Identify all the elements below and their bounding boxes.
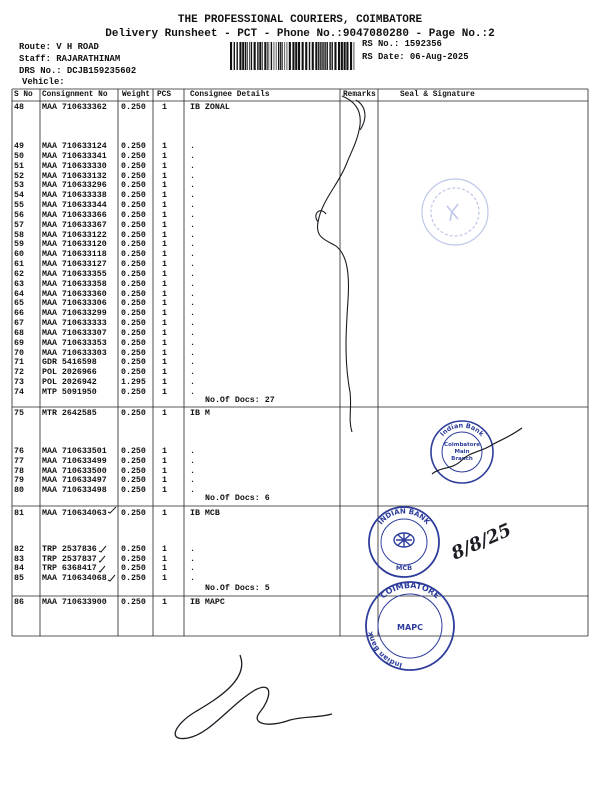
- weight-cell: 0.250: [121, 191, 146, 201]
- serial-number-cell: 63: [14, 279, 24, 289]
- serial-number-cell: 84: [14, 564, 24, 574]
- serial-number-cell: 72: [14, 368, 24, 378]
- consignment-number-cell: MAA 710633366: [42, 210, 107, 220]
- weight-cell: 0.250: [121, 171, 146, 181]
- consignee-details-cell: .: [190, 545, 195, 554]
- pieces-cell: 1: [162, 220, 167, 230]
- table-row: [0, 388, 340, 398]
- consignment-number-cell: MAA 710633118: [42, 250, 107, 260]
- pieces-cell: 1: [162, 230, 167, 240]
- table-row: [0, 221, 340, 231]
- pieces-cell: 1: [162, 486, 167, 495]
- table-row: [0, 545, 340, 555]
- consignment-number-cell: MAA 710633355: [42, 269, 107, 279]
- consignment-number-cell: MAA 710633497: [42, 476, 107, 486]
- pieces-cell: 1: [162, 171, 167, 181]
- stamp-center-text: Main: [454, 449, 470, 455]
- serial-number-cell: 57: [14, 220, 24, 230]
- consignment-number-cell: MAA 710633499: [42, 456, 107, 466]
- stamp-ring-text: COIMBATORE: [378, 580, 442, 601]
- serial-number-cell: 54: [14, 191, 24, 201]
- serial-number-cell: 50: [14, 151, 24, 161]
- weight-cell: 0.250: [121, 466, 146, 476]
- consignee-details-cell: .: [190, 142, 195, 151]
- pieces-cell: 1: [162, 598, 167, 607]
- consignee-details-cell: .: [190, 328, 195, 338]
- pieces-cell: 1: [162, 456, 167, 466]
- weight-cell: 0.250: [121, 509, 146, 518]
- consignee-details-cell: .: [190, 466, 195, 476]
- serial-number-cell: 48: [14, 103, 24, 112]
- table-row: [0, 211, 340, 221]
- group-lead-row: [0, 409, 340, 419]
- consignment-number-cell: MAA 710633500: [42, 466, 107, 476]
- pieces-cell: 1: [162, 564, 167, 574]
- serial-number-cell: 83: [14, 554, 24, 564]
- pieces-cell: 1: [162, 250, 167, 260]
- pieces-cell: 1: [162, 309, 167, 319]
- table-row: [0, 299, 340, 309]
- consignee-details-cell: IB MAPC: [190, 598, 225, 607]
- weight-cell: 0.250: [121, 348, 146, 358]
- serial-number-cell: 85: [14, 574, 24, 584]
- serial-number-cell: 61: [14, 260, 24, 270]
- serial-number-cell: 76: [14, 447, 24, 456]
- consignee-details-cell: .: [190, 260, 195, 270]
- consignment-number-cell: MAA 710633307: [42, 328, 107, 338]
- consignee-details-cell: .: [190, 564, 195, 574]
- table-row: [0, 191, 340, 201]
- pieces-cell: 1: [162, 545, 167, 554]
- pieces-cell: 1: [162, 142, 167, 151]
- serial-number-cell: 67: [14, 319, 24, 329]
- consignee-details-cell: .: [190, 554, 195, 564]
- stamp-center-text: Branch: [451, 456, 473, 462]
- column-header-consignment: Consignment No: [42, 91, 108, 99]
- column-header-remarks: Remarks: [343, 91, 376, 99]
- pieces-cell: 1: [162, 409, 167, 418]
- docs-count: No.Of Docs: 27: [205, 396, 275, 405]
- consignee-details-cell: .: [190, 348, 195, 358]
- weight-cell: 1.295: [121, 378, 146, 388]
- serial-number-cell: 52: [14, 171, 24, 181]
- table-row: [0, 574, 340, 584]
- consignee-details-cell: .: [190, 181, 195, 191]
- weight-cell: 0.250: [121, 388, 146, 397]
- serial-number-cell: 58: [14, 230, 24, 240]
- consignment-number-cell: MAA 710634063: [42, 509, 107, 518]
- consignment-number-cell: GDR 5416598: [42, 358, 97, 368]
- consignee-details-cell: .: [190, 456, 195, 466]
- consignee-details-cell: .: [190, 338, 195, 348]
- stamp-ring-text: INDIAN BANK: [376, 507, 432, 527]
- consignee-details-cell: .: [190, 358, 195, 368]
- consignment-number-cell: MAA 710633501: [42, 447, 107, 456]
- weight-cell: 0.250: [121, 456, 146, 466]
- consignment-number-cell: MAA 710633338: [42, 191, 107, 201]
- consignee-details-cell: .: [190, 230, 195, 240]
- pieces-cell: 1: [162, 161, 167, 171]
- consignment-number-cell: POL 2026942: [42, 378, 97, 388]
- table-row: [0, 378, 340, 388]
- consignee-details-cell: IB MCB: [190, 509, 220, 518]
- weight-cell: 0.250: [121, 161, 146, 171]
- table-row: [0, 329, 340, 339]
- consignee-details-cell: .: [190, 574, 195, 584]
- stamp-branch-code: MCB: [395, 564, 413, 572]
- consignment-number-cell: MAA 710633358: [42, 279, 107, 289]
- pieces-cell: 1: [162, 509, 167, 518]
- serial-number-cell: 73: [14, 378, 24, 388]
- pieces-cell: 1: [162, 338, 167, 348]
- consignment-number-cell: TRP 2537837: [42, 554, 97, 564]
- table-row: [0, 142, 340, 152]
- pieces-cell: 1: [162, 151, 167, 161]
- table-row: [0, 152, 340, 162]
- consignment-number-cell: MAA 710633127: [42, 260, 107, 270]
- consignment-number-cell: MAA 710633498: [42, 486, 107, 495]
- table-row: [0, 309, 340, 319]
- consignment-number-cell: MAA 710633303: [42, 348, 107, 358]
- weight-cell: 0.250: [121, 279, 146, 289]
- serial-number-cell: 62: [14, 269, 24, 279]
- table-row: [0, 280, 340, 290]
- serial-number-cell: 81: [14, 509, 24, 518]
- serial-number-cell: 78: [14, 466, 24, 476]
- staff-label: Staff: RAJARATHINAM: [19, 54, 121, 64]
- pieces-cell: 1: [162, 447, 167, 456]
- table-row: [0, 319, 340, 329]
- weight-cell: 0.250: [121, 476, 146, 486]
- serial-number-cell: 70: [14, 348, 24, 358]
- consignee-details-cell: .: [190, 269, 195, 279]
- pieces-cell: 1: [162, 240, 167, 250]
- consignee-details-cell: .: [190, 191, 195, 201]
- serial-number-cell: 60: [14, 250, 24, 260]
- consignment-number-cell: MAA 710633122: [42, 230, 107, 240]
- pieces-cell: 1: [162, 388, 167, 397]
- pieces-cell: 1: [162, 348, 167, 358]
- pieces-cell: 1: [162, 289, 167, 299]
- consignee-details-cell: .: [190, 368, 195, 378]
- runsheet-subtitle: Delivery Runsheet - PCT - Phone No.:9047080280 - Page No.:2: [105, 28, 495, 40]
- consignee-details-cell: .: [190, 447, 195, 456]
- weight-cell: 0.250: [121, 447, 146, 456]
- consignment-number-cell: MAA 710633900: [42, 598, 107, 607]
- weight-cell: 0.250: [121, 368, 146, 378]
- rs-date: RS Date: 06-Aug-2025: [362, 52, 469, 62]
- serial-number-cell: 77: [14, 456, 24, 466]
- table-row: [0, 240, 340, 250]
- consignee-details-cell: .: [190, 171, 195, 181]
- consignment-number-cell: MAA 710633360: [42, 289, 107, 299]
- serial-number-cell: 74: [14, 388, 24, 397]
- weight-cell: 0.250: [121, 210, 146, 220]
- docs-count: No.Of Docs: 6: [205, 494, 270, 503]
- serial-number-cell: 66: [14, 309, 24, 319]
- consignee-details-cell: .: [190, 250, 195, 260]
- pieces-cell: 1: [162, 279, 167, 289]
- weight-cell: 0.250: [121, 201, 146, 211]
- pieces-cell: 1: [162, 103, 167, 112]
- weight-cell: 0.250: [121, 564, 146, 574]
- serial-number-cell: 55: [14, 201, 24, 211]
- stamp-side-text: Indian Bank: [366, 630, 403, 670]
- weight-cell: 0.250: [121, 260, 146, 270]
- consignee-details-cell: .: [190, 378, 195, 388]
- weight-cell: 0.250: [121, 289, 146, 299]
- weight-cell: 0.250: [121, 358, 146, 368]
- weight-cell: 0.250: [121, 240, 146, 250]
- consignment-number-cell: POL 2026966: [42, 368, 97, 378]
- weight-cell: 0.250: [121, 299, 146, 309]
- consignment-number-cell: MAA 710633353: [42, 338, 107, 348]
- weight-cell: 0.250: [121, 309, 146, 319]
- vehicle-label: Vehicle:: [22, 77, 65, 87]
- stamp-center-text: Coimbatore: [444, 442, 480, 448]
- consignee-details-cell: .: [190, 161, 195, 171]
- serial-number-cell: 64: [14, 289, 24, 299]
- serial-number-cell: 86: [14, 598, 24, 607]
- consignee-details-cell: .: [190, 309, 195, 319]
- pieces-cell: 1: [162, 210, 167, 220]
- stamp-center-text: MAPC: [397, 623, 423, 632]
- table-row: [0, 555, 340, 565]
- consignment-number-cell: MAA 710633299: [42, 309, 107, 319]
- pieces-cell: 1: [162, 574, 167, 584]
- consignee-details-cell: .: [190, 486, 195, 495]
- table-row: [0, 260, 340, 270]
- weight-cell: 0.250: [121, 269, 146, 279]
- consignee-details-cell: .: [190, 210, 195, 220]
- consignment-number-cell: MTP 5091950: [42, 388, 97, 397]
- handwritten-date: 8/8/25: [448, 519, 515, 565]
- consignment-number-cell: MAA 710633344: [42, 201, 107, 211]
- stamp-ring-text: Indian Bank: [438, 421, 486, 438]
- pieces-cell: 1: [162, 299, 167, 309]
- serial-number-cell: 69: [14, 338, 24, 348]
- weight-cell: 0.250: [121, 545, 146, 554]
- pieces-cell: 1: [162, 368, 167, 378]
- table-row: [0, 162, 340, 172]
- table-row: [0, 201, 340, 211]
- consignment-number-cell: MAA 710633341: [42, 151, 107, 161]
- consignee-details-cell: IB ZONAL: [190, 103, 230, 112]
- pieces-cell: 1: [162, 269, 167, 279]
- consignee-details-cell: .: [190, 279, 195, 289]
- consignment-number-cell: MAA 710633296: [42, 181, 107, 191]
- serial-number-cell: 80: [14, 486, 24, 495]
- consignment-number-cell: MAA 710633333: [42, 319, 107, 329]
- table-row: [0, 250, 340, 260]
- pieces-cell: 1: [162, 181, 167, 191]
- pieces-cell: 1: [162, 191, 167, 201]
- consignment-number-cell: TRP 6368417: [42, 564, 97, 574]
- column-header-consignee-details: Consignee Details: [190, 91, 270, 99]
- weight-cell: 0.250: [121, 142, 146, 151]
- table-row: [0, 181, 340, 191]
- consignee-details-cell: .: [190, 201, 195, 211]
- consignee-details-cell: .: [190, 299, 195, 309]
- consignment-number-cell: MAA 710633120: [42, 240, 107, 250]
- serial-number-cell: 49: [14, 142, 24, 151]
- consignment-number-cell: MAA 710633132: [42, 171, 107, 181]
- serial-number-cell: 75: [14, 409, 24, 418]
- consignee-details-cell: .: [190, 388, 195, 397]
- serial-number-cell: 82: [14, 545, 24, 554]
- pieces-cell: 1: [162, 476, 167, 486]
- weight-cell: 0.250: [121, 598, 146, 607]
- consignee-details-cell: .: [190, 289, 195, 299]
- consignment-number-cell: MTR 2642585: [42, 409, 97, 418]
- pieces-cell: 1: [162, 378, 167, 388]
- weight-cell: 0.250: [121, 319, 146, 329]
- weight-cell: 0.250: [121, 103, 146, 112]
- serial-number-cell: 79: [14, 476, 24, 486]
- table-row: [0, 476, 340, 486]
- consignment-number-cell: MAA 710633362: [42, 103, 107, 112]
- pieces-cell: 1: [162, 554, 167, 564]
- rs-number: RS No.: 1592356: [362, 39, 442, 49]
- serial-number-cell: 71: [14, 358, 24, 368]
- consignee-details-cell: .: [190, 240, 195, 250]
- weight-cell: 0.250: [121, 250, 146, 260]
- serial-number-cell: 53: [14, 181, 24, 191]
- pieces-cell: 1: [162, 201, 167, 211]
- table-row: [0, 467, 340, 477]
- serial-number-cell: 56: [14, 210, 24, 220]
- column-header-sno: S No: [14, 91, 33, 99]
- consignee-details-cell: .: [190, 319, 195, 329]
- consignment-number-cell: MAA 710633367: [42, 220, 107, 230]
- consignment-number-cell: TRP 2537836: [42, 545, 97, 554]
- serial-number-cell: 68: [14, 328, 24, 338]
- pieces-cell: 1: [162, 260, 167, 270]
- table-row: [0, 172, 340, 182]
- consignment-number-cell: MAA 710634068: [42, 574, 107, 584]
- column-header-weight: Weight: [122, 91, 151, 99]
- weight-cell: 0.250: [121, 220, 146, 230]
- table-row: [0, 486, 340, 496]
- consignment-number-cell: MAA 710633330: [42, 161, 107, 171]
- docs-count: No.Of Docs: 5: [205, 584, 270, 593]
- group-lead-row: [0, 509, 340, 519]
- weight-cell: 0.250: [121, 409, 146, 418]
- pieces-cell: 1: [162, 319, 167, 329]
- consignment-number-cell: MAA 710633306: [42, 299, 107, 309]
- table-row: [0, 447, 340, 457]
- table-row: [0, 339, 340, 349]
- weight-cell: 0.250: [121, 338, 146, 348]
- consignment-number-cell: MAA 710633124: [42, 142, 107, 151]
- weight-cell: 0.250: [121, 574, 146, 584]
- table-row: [0, 349, 340, 359]
- column-header-seal-signature: Seal & Signature: [400, 91, 475, 99]
- group-lead-row: [0, 598, 340, 608]
- pieces-cell: 1: [162, 466, 167, 476]
- pieces-cell: 1: [162, 328, 167, 338]
- table-row: [0, 231, 340, 241]
- serial-number-cell: 65: [14, 299, 24, 309]
- consignee-details-cell: .: [190, 151, 195, 161]
- table-row: [0, 270, 340, 280]
- consignee-details-cell: .: [190, 476, 195, 486]
- drs-number: DRS No.: DCJB159235602: [19, 66, 137, 76]
- weight-cell: 0.250: [121, 230, 146, 240]
- serial-number-cell: 59: [14, 240, 24, 250]
- weight-cell: 0.250: [121, 486, 146, 495]
- consignee-details-cell: .: [190, 220, 195, 230]
- weight-cell: 0.250: [121, 181, 146, 191]
- consignee-details-cell: IB M: [190, 409, 210, 418]
- table-row: [0, 368, 340, 378]
- table-row: [0, 358, 340, 368]
- company-title: THE PROFESSIONAL COURIERS, COIMBATORE: [177, 14, 423, 26]
- pieces-cell: 1: [162, 358, 167, 368]
- table-row: [0, 457, 340, 467]
- table-row: [0, 564, 340, 574]
- serial-number-cell: 51: [14, 161, 24, 171]
- table-row: [0, 290, 340, 300]
- route-label: Route: V H ROAD: [19, 42, 99, 52]
- weight-cell: 0.250: [121, 554, 146, 564]
- weight-cell: 0.250: [121, 328, 146, 338]
- column-header-pcs: PCS: [157, 91, 172, 99]
- group-lead-row: [0, 103, 340, 113]
- weight-cell: 0.250: [121, 151, 146, 161]
